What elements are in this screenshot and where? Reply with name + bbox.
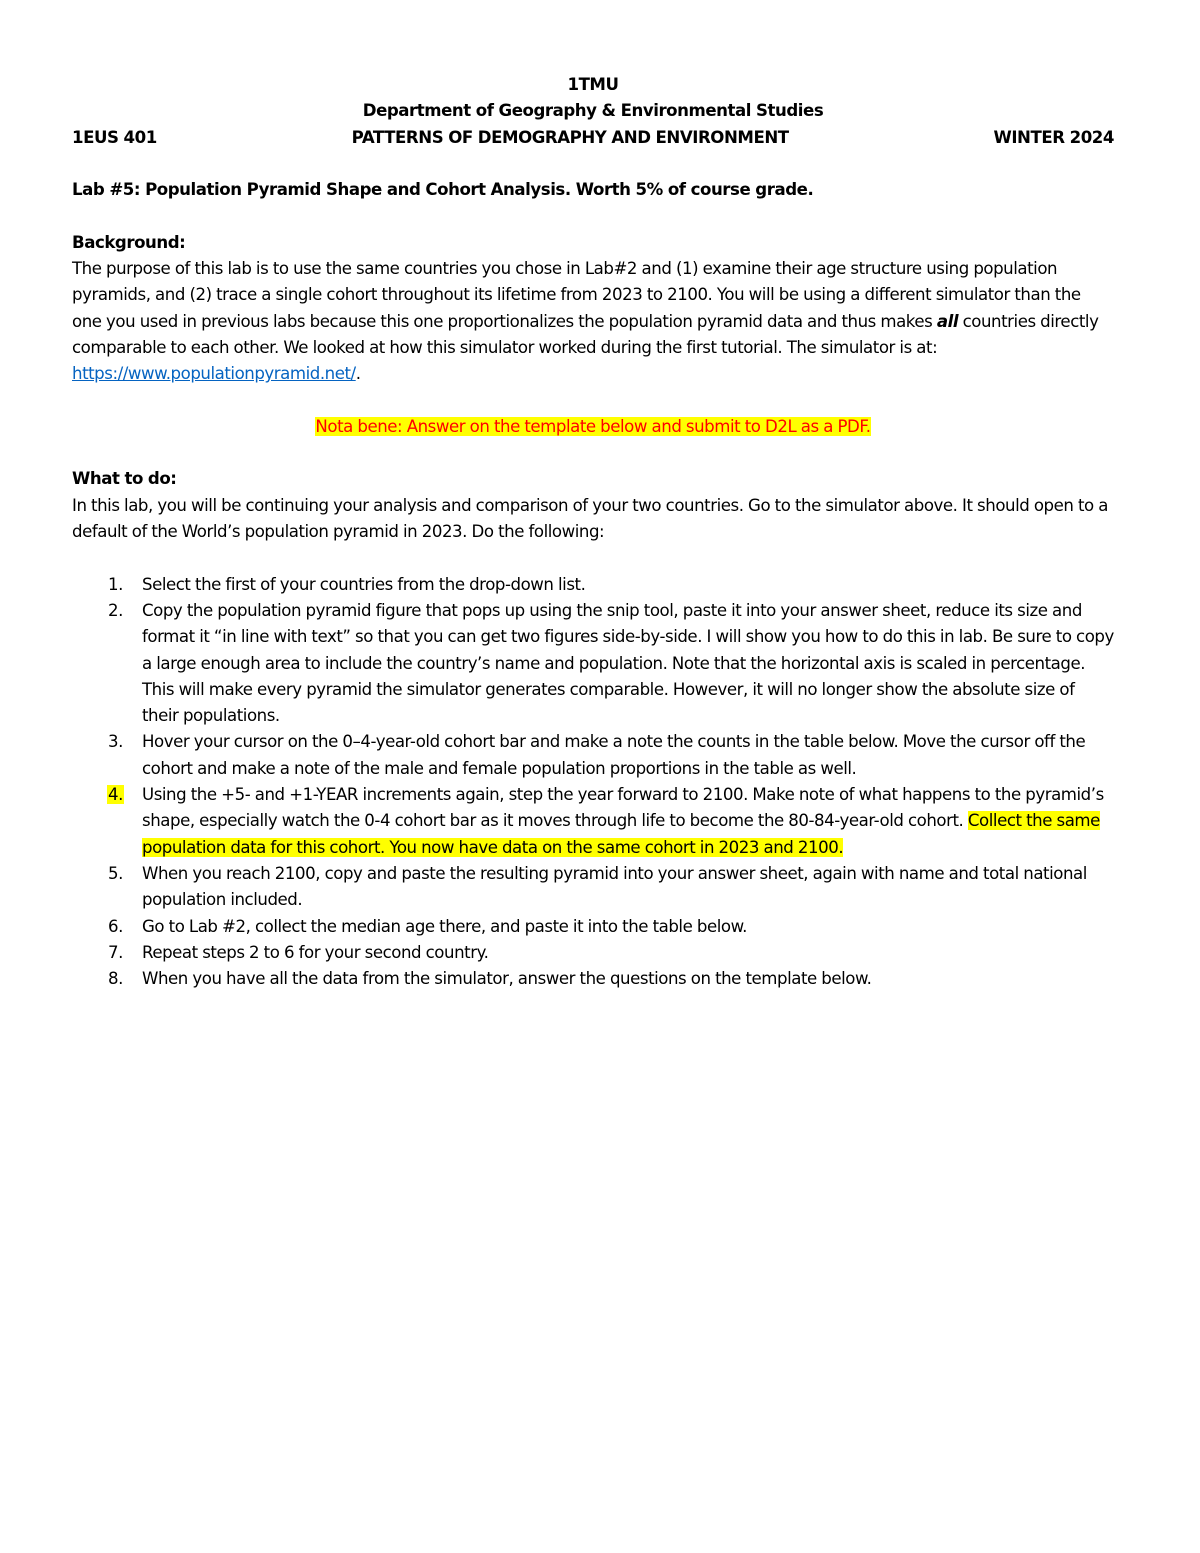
what-to-do-intro: In this lab, you will be continuing your analysis and comparison of your two countries. Go to the simulator above. It should open to a default of the World’s population pyramid in 2023. Do the following:: [72, 495, 1108, 542]
list-item: [72, 598, 1114, 729]
step-text: Select the first of your countries from the drop-down list.: [142, 574, 586, 594]
course-title: PATTERNS OF DEMOGRAPHY AND ENVIRONMENT: [351, 127, 789, 147]
step-text: When you reach 2100, copy and paste the resulting pyramid into your answer sheet, again with name and total national population included.: [142, 863, 1087, 910]
step-text: Using the +5- and +1-YEAR increments again, step the year forward to 2100. Make note of what happens to the pyramid’s shape, especially watch the 0-4 cohort bar as it moves through life to become the 80-84-year-old cohort.: [142, 785, 1104, 831]
background-text-3: .: [355, 364, 361, 384]
step-number: 6.: [108, 916, 123, 936]
background-text-1: The purpose of this lab is to use the same countries you chose in Lab#2 and (1) examine their age structure using population pyramids, and (2) trace a single cohort throughout its lifetime from 2023 to 2100. You will be using a different simulator than the one you used in previous labs because this one proportionalizes the population pyramid data and thus makes: [72, 259, 1081, 331]
step-number: 3.: [108, 732, 123, 752]
simulator-link[interactable]: https://www.populationpyramid.net/: [72, 364, 356, 384]
department-name: Department of Geography & Environmental Studies: [362, 101, 824, 121]
step-text: Go to Lab #2, collect the median age there, and paste it into the table below.: [142, 916, 747, 936]
list-item: [72, 914, 1114, 940]
list-item: [72, 572, 1114, 598]
step-number: 7.: [108, 942, 123, 962]
list-item: [72, 782, 1114, 861]
list-item: [72, 940, 1114, 966]
step-number: 4.: [108, 785, 123, 805]
lab-title: Lab #5: Population Pyramid Shape and Cohort Analysis. Worth 5% of course grade.: [72, 180, 814, 200]
what-to-do-heading: What to do:: [72, 469, 177, 489]
course-header-row: [72, 125, 1114, 151]
course-code: 1EUS 401: [72, 127, 157, 147]
steps-list: [72, 572, 1114, 993]
background-text-2: countries directly comparable to each other. We looked at how this simulator worked during the first tutorial. The simulator is at:: [72, 311, 1099, 357]
course-term: WINTER 2024: [993, 127, 1114, 147]
step-text: Repeat steps 2 to 6 for your second country.: [142, 942, 489, 962]
list-item: [72, 966, 1114, 992]
step-text: Copy the population pyramid figure that pops up using the snip tool, paste it into your answer sheet, reduce its size and format it “in line with text” so that you can get two figures side-by-side. I will show you how to do this in lab. Be sure to copy a large enough area to include the country’s name and population. Note that the horizontal axis is scaled in percentage. This will make every pyramid the simulator generates comparable. However, it will no longer show the absolute size of their populations.: [142, 600, 1114, 726]
step-number: 2.: [108, 600, 123, 620]
step-highlight: Collect the same population data for this cohort. You now have data on the same cohort in 2023 and 2100.: [142, 811, 1100, 857]
step-number: 5.: [108, 863, 123, 883]
background-emphasis: all: [936, 311, 959, 331]
nota-bene-line: [72, 414, 1114, 440]
background-paragraph: [72, 256, 1114, 387]
institution-name: 1TMU: [567, 75, 619, 94]
step-text: When you have all the data from the simulator, answer the questions on the template below.: [142, 969, 872, 989]
step-number: 8.: [108, 969, 123, 989]
step-text-container: [142, 782, 1114, 861]
nota-bene: Nota bene: Answer on the template below and submit to D2L as a PDF.: [315, 416, 871, 436]
list-item: [72, 729, 1114, 782]
step-number: 1.: [108, 574, 123, 594]
step-text: Hover your cursor on the 0–4-year-old cohort bar and make a note the counts in the table below. Move the cursor off the cohort and make a note of the male and female population proportions in the table as well.: [142, 732, 1086, 778]
list-item: [72, 861, 1114, 914]
background-heading: Background:: [72, 232, 186, 252]
